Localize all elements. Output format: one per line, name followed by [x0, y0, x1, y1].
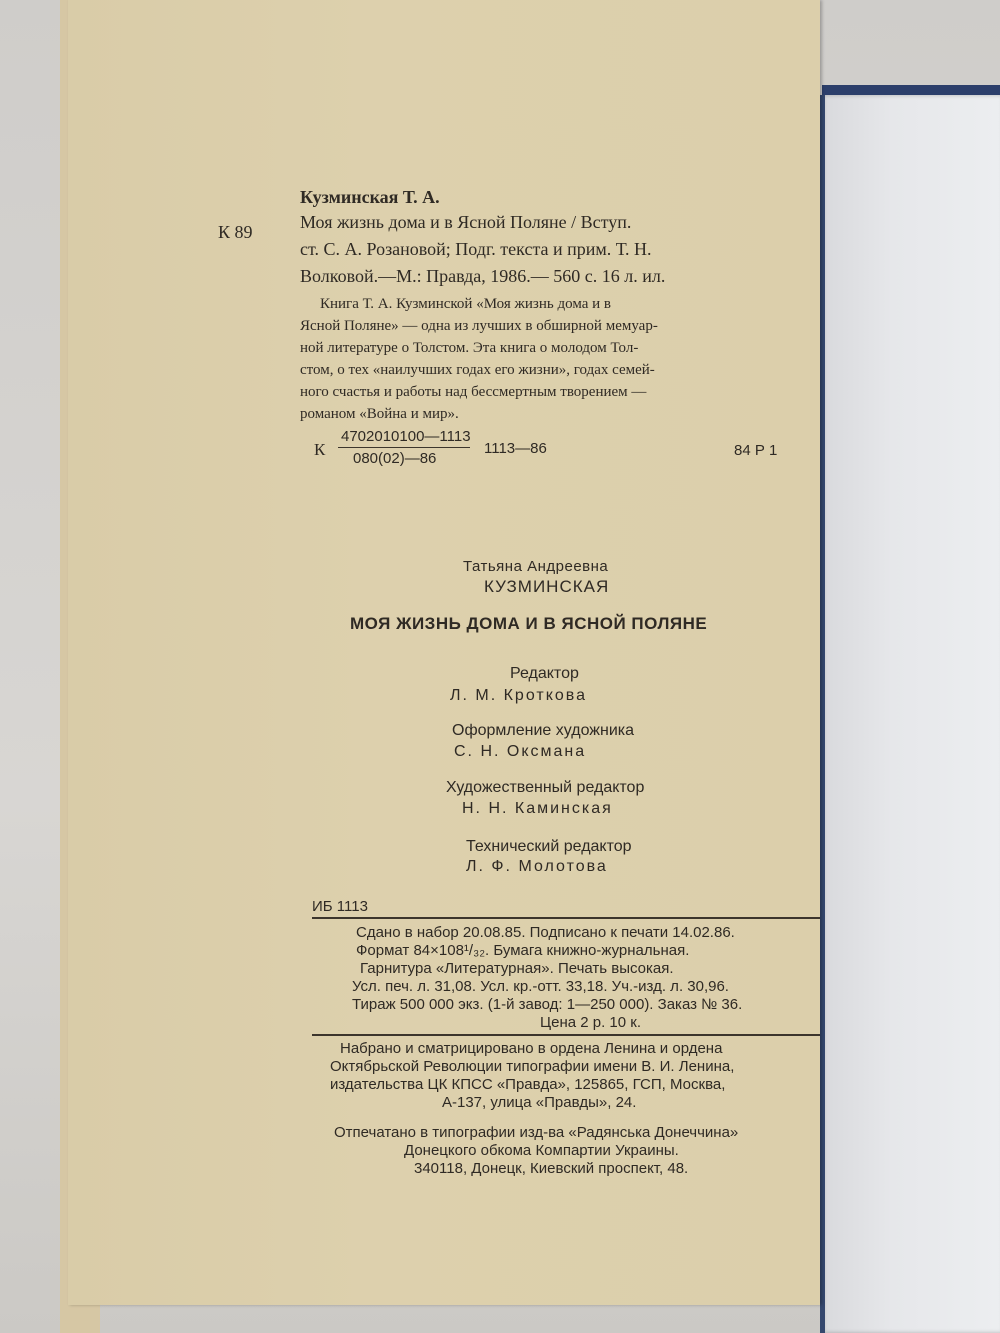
price-line: Цена 2 р. 10 к. — [540, 1014, 642, 1031]
author-surname: КУЗМИНСКАЯ — [484, 577, 610, 596]
annotation-line-3: ной литературе о Толстом. Эта книга о молодом Тол- — [300, 340, 639, 356]
opposite-page — [820, 95, 1000, 1333]
cover-spine — [820, 95, 825, 1333]
print-line-1: Сдано в набор 20.08.85. Подписано к печати 14.02.86. — [356, 924, 735, 941]
printed-line-2: Донецкого обкома Компартии Украины. — [404, 1142, 679, 1159]
author-given-names: Татьяна Андреевна — [463, 558, 609, 575]
printed-line-1: Отпечатано в типографии изд-ва «Радянська Донеччина» — [334, 1124, 739, 1141]
printed-line-3: 340118, Донецк, Киевский проспект, 48. — [414, 1160, 689, 1177]
credit-role-tech-editor: Технический редактор — [466, 838, 632, 855]
credit-role-art-editor: Художественный редактор — [446, 779, 645, 796]
print-line-3: Гарнитура «Литературная». Печать высокая. — [360, 960, 674, 977]
code-number: 1113—86 — [484, 440, 547, 457]
book-title: МОЯ ЖИЗНЬ ДОМА И В ЯСНОЙ ПОЛЯНЕ — [350, 614, 708, 633]
typeset-line-1: Набрано и сматрицировано в ордена Ленина и ордена — [340, 1040, 723, 1057]
book-page — [68, 0, 820, 1305]
annotation-line-5: ного счастья и работы над бессмертным творением — — [300, 384, 647, 400]
imprint-rule-top — [312, 917, 820, 919]
typeset-line-2: Октябрьской Революции типографии имени В. И. Ленина, — [330, 1058, 735, 1075]
bib-line-3: Волковой.—М.: Правда, 1986.— 560 с. 16 л. ил. — [300, 266, 666, 286]
print-line-2: Формат 84×108¹/₃₂. Бумага книжно-журнальная. — [356, 942, 690, 959]
credit-name-art-editor: Н. Н. Каминская — [462, 800, 613, 817]
annotation-line-1: Книга Т. А. Кузминской «Моя жизнь дома и в — [320, 296, 611, 312]
code-numerator: 4702010100—1113 — [341, 428, 471, 445]
bib-line-1: Моя жизнь дома и в Ясной Поляне / Вступ. — [300, 212, 632, 232]
imprint-rule-bottom — [312, 1034, 820, 1036]
typeset-line-4: А-137, улица «Правды», 24. — [442, 1094, 637, 1111]
annotation-line-2: Ясной Поляне» — одна из лучших в обширной мемуар- — [300, 318, 658, 334]
bib-line-2: ст. С. А. Розановой; Подг. текста и прим. Т. Н. — [300, 239, 652, 259]
credit-role-editor: Редактор — [510, 665, 579, 682]
credit-name-editor: Л. М. Кроткова — [450, 687, 587, 704]
ib-number: ИБ 1113 — [312, 898, 368, 915]
annotation-line-6: романом «Война и мир». — [300, 406, 459, 422]
classification: 84 Р 1 — [734, 442, 778, 459]
code-denominator: 080(02)—86 — [353, 450, 437, 467]
credit-name-artist: С. Н. Оксмана — [454, 743, 587, 760]
author-heading: Кузминская Т. А. — [300, 187, 440, 207]
credit-role-artist: Оформление художника — [452, 722, 635, 739]
credit-name-tech-editor: Л. Ф. Молотова — [466, 858, 608, 875]
typeset-line-3: издательства ЦК КПСС «Правда», 125865, ГСП, Москва, — [330, 1076, 726, 1093]
code-letter: К — [314, 440, 326, 459]
catalog-index: К 89 — [218, 222, 253, 242]
print-line-5: Тираж 500 000 экз. (1-й завод: 1—250 000). Заказ № 36. — [352, 996, 743, 1013]
fraction-rule — [338, 447, 470, 448]
annotation-line-4: стом, о тех «наилучших годах его жизни», годах семей- — [300, 362, 655, 378]
print-line-4: Усл. печ. л. 31,08. Усл. кр.-отт. 33,18. Уч.-изд. л. 30,96. — [352, 978, 729, 995]
